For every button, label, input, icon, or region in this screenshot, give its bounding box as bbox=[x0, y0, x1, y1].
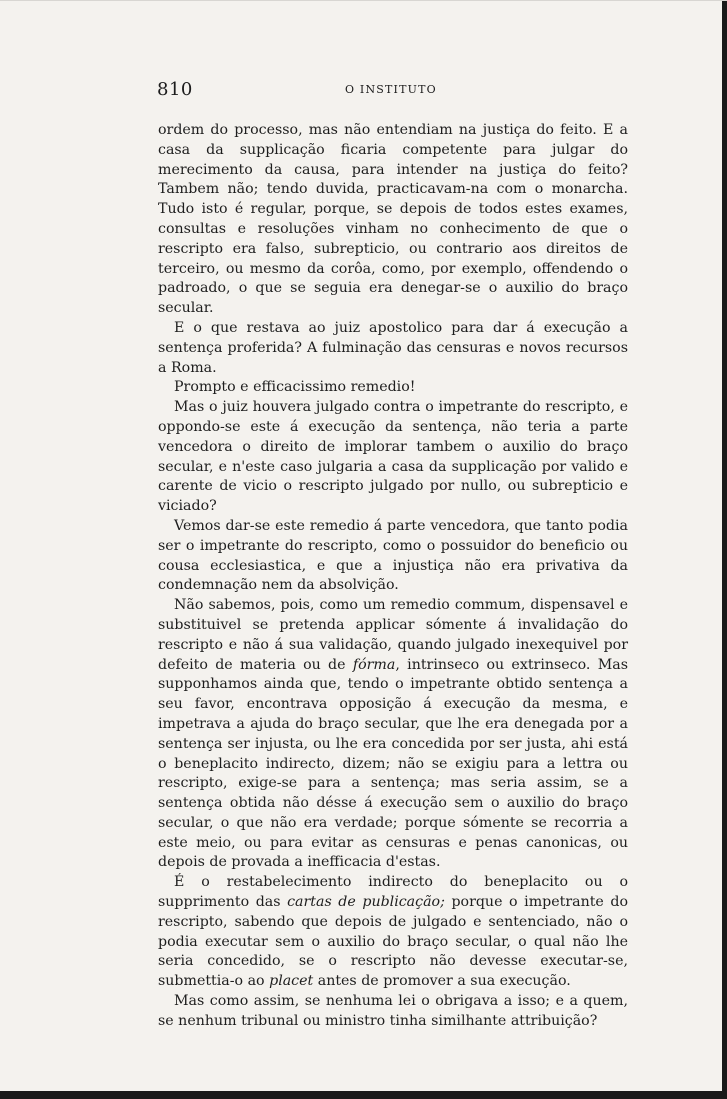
italic-placet: placet bbox=[269, 973, 314, 990]
paragraph-7-part-c: antes de promover a sua execução. bbox=[313, 973, 571, 990]
page-header bbox=[157, 79, 627, 103]
paragraph-2: E o que restava ao juiz apostolico para dar á execução a sentença proferida? A fulminação das censuras e novos recursos a Roma. bbox=[158, 319, 628, 376]
italic-cartas-de-publicacao: cartas de publicação; bbox=[287, 894, 445, 911]
scan-border-bottom bbox=[0, 1091, 727, 1099]
running-title: O INSTITUTO bbox=[345, 83, 437, 96]
scan-border-right bbox=[722, 1, 727, 1099]
paragraph-1: ordem do processo, mas não entendiam na justiça do feito. E a casa da supplicação ficaria competente para julgar do merecimento da causa, para intender na justiça do feito? Tambem não; tendo duvida, practicavam-na com o monarcha. Tudo isto é regular, porque, se depois de todos estes exames, consultas e resoluções vinham no conhecimento de que o rescripto era falso, subrepticio, ou contrario aos direitos de terceiro, ou mesmo da corôa, como, por exemplo, offendendo o padroado, o que se seguia era denegar-se o auxilio do braço secular. bbox=[158, 122, 628, 317]
paragraph-6-part-a: Não sabemos, pois, como um remedio commum, dispensavel e substituivel se pretenda applicar sómente á invalidação do rescripto e não á sua validação, quando julgado inexequivel por defeito de materia ou de bbox=[158, 597, 628, 673]
paragraph-7-part-b: porque o impetrante do rescripto, sabendo que depois de julgado e sentenciado, não o podia executar sem o auxilio do braço secular, o qual não lhe seria concedido, se o rescripto não devesse executar-se, submettia-o ao bbox=[158, 894, 628, 990]
page-number: 810 bbox=[157, 79, 193, 100]
paragraph-7 bbox=[158, 873, 628, 992]
paragraph-4: Mas o juiz houvera julgado contra o impetrante do rescripto, e oppondo-se este á execução da sentença, não teria a parte vencedora o direito de implorar tambem o auxilio do braço secular, e n'este caso julgaria a casa da supplicação por valido e carente de vicio o rescripto julgado por nullo, ou subrepticio e viciado? bbox=[158, 399, 628, 515]
paragraph-6 bbox=[158, 596, 628, 873]
paragraph-3: Prompto e efficacissimo remedio! bbox=[174, 379, 416, 396]
paragraph-6-part-b: , intrinseco ou extrinseco. Mas supponhamos ainda que, tendo o impetrante obtido sentença a seu favor, encontrava opposição á execução da mesma, e impetrava a ajuda do braço secular, que lhe era denegada por a sentença ser injusta, ou lhe era concedida por ser justa, ahi está o beneplacito indirecto, dizem; não se exigiu para a lettra ou rescripto, exige-se para a sentença; mas seria assim, se a sentença obtida não désse á execução sem o auxilio do braço secular, o que não era verdade; porque sómente se recorria a este meio, ou para evitar as censuras e penas canonicas, ou depois de provada a inefficacia d'estas. bbox=[158, 656, 628, 871]
paragraph-7-part-a: É o restabelecimento indirecto do beneplacito ou o supprimento das bbox=[158, 874, 628, 911]
paragraph-8: Mas como assim, se nenhuma lei o obrigava a isso; e a quem, se nenhum tribunal ou ministro tinha similhante attribuição? bbox=[158, 993, 628, 1029]
italic-forma: fórma bbox=[352, 656, 396, 673]
body-text bbox=[158, 121, 628, 1032]
paragraph-5: Vemos dar-se este remedio á parte vencedora, que tanto podia ser o impetrante do rescripto, como o possuidor do beneficio ou cousa ecclesiastica, e que a injustiça não era privativa da condemnação nem da absolvição. bbox=[158, 517, 628, 594]
